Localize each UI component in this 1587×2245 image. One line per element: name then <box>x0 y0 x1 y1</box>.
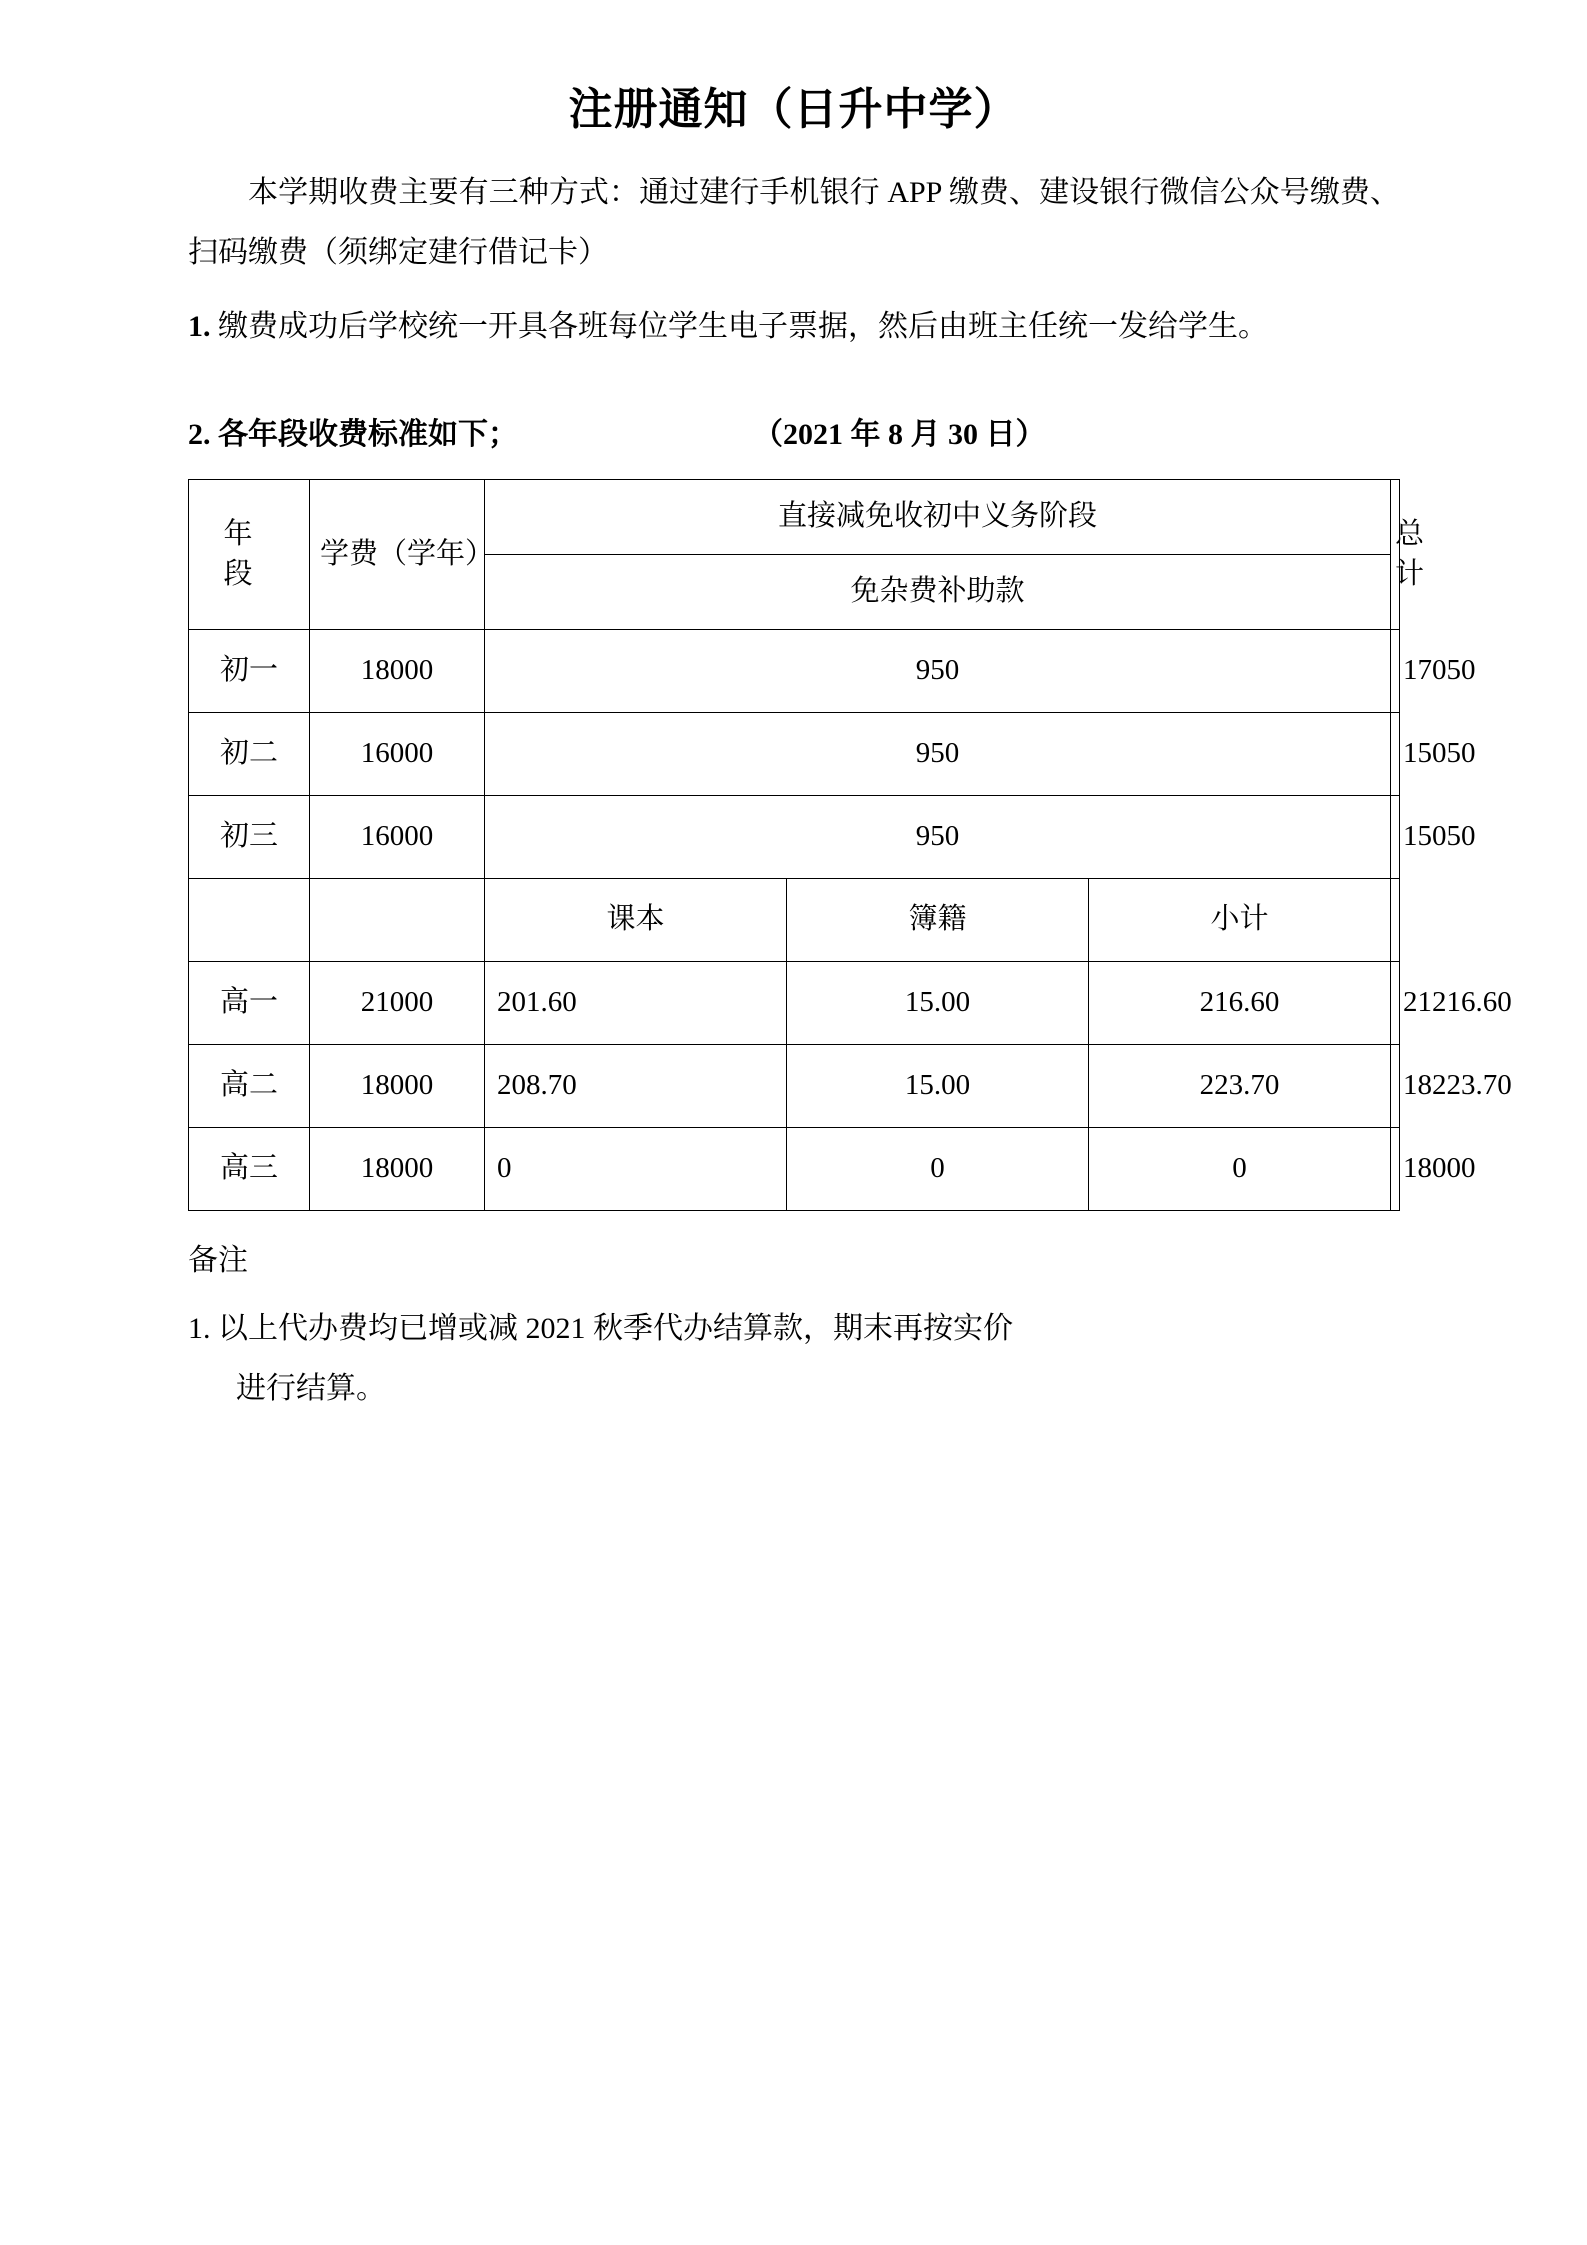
cell-book: 208.70 <box>485 1045 787 1128</box>
notice-date: （2021 年 8 月 30 日） <box>753 418 1046 451</box>
cell-total: 18000 <box>1391 1128 1400 1211</box>
numbered-item-1 <box>188 297 1400 357</box>
header-subsidy-top: 直接减免收初中义务阶段 <box>485 480 1391 555</box>
note-item-1-line1: 以上代办费均已增或减 2021 秋季代办结算款，期末再按实价 <box>218 1312 1013 1345</box>
cell-tuition: 16000 <box>310 796 485 879</box>
cell-year: 高一 <box>189 962 310 1045</box>
cell-year: 初一 <box>189 630 310 713</box>
numbered-item-2-text: 各年段收费标准如下； <box>218 418 518 451</box>
cell-tuition: 18000 <box>310 1045 485 1128</box>
intro-paragraph: 本学期收费主要有三种方式：通过建行手机银行 APP 缴费、建设银行微信公众号缴费、扫码缴费（须绑定建行借记卡） <box>188 176 1400 269</box>
note-item-1-marker: 1. <box>188 1312 211 1345</box>
cell-total: 18223.70 <box>1391 1045 1400 1128</box>
subheader-blank-total <box>1391 879 1400 962</box>
table-row <box>189 713 1400 796</box>
numbered-item-2 <box>188 405 1400 465</box>
cell-notebook: 15.00 <box>787 1045 1089 1128</box>
cell-total: 15050 <box>1391 713 1400 796</box>
cell-year: 高二 <box>189 1045 310 1128</box>
cell-total: 15050 <box>1391 796 1400 879</box>
cell-subtotal: 216.60 <box>1089 962 1391 1045</box>
cell-notebook: 15.00 <box>787 962 1089 1045</box>
cell-notebook: 0 <box>787 1128 1089 1211</box>
notes-title: 备注 <box>188 1244 248 1277</box>
subheader-blank-tuition <box>310 879 485 962</box>
header-subsidy-bottom: 免杂费补助款 <box>485 555 1391 630</box>
cell-tuition: 16000 <box>310 713 485 796</box>
table-row <box>189 1128 1400 1211</box>
cell-subsidy: 950 <box>485 713 1391 796</box>
numbered-item-1-text: 缴费成功后学校统一开具各班每位学生电子票据，然后由班主任统一发给学生。 <box>218 310 1268 343</box>
cell-tuition: 18000 <box>310 1128 485 1211</box>
header-tuition: 学费（学年） <box>310 480 485 630</box>
page-title: 注册通知（日升中学） <box>568 85 1019 134</box>
fee-table <box>188 479 1512 1211</box>
cell-subtotal: 0 <box>1089 1128 1391 1211</box>
cell-book: 201.60 <box>485 962 787 1045</box>
cell-year: 初三 <box>189 796 310 879</box>
table-subheader-row <box>189 879 1400 962</box>
cell-total: 17050 <box>1391 630 1400 713</box>
table-row <box>189 796 1400 879</box>
numbered-item-2-marker: 2. <box>188 418 211 451</box>
cell-subtotal: 223.70 <box>1089 1045 1391 1128</box>
subheader-book: 课本 <box>485 879 787 962</box>
subheader-blank-year <box>189 879 310 962</box>
cell-tuition: 18000 <box>310 630 485 713</box>
document-body <box>187 163 1512 1419</box>
table-row <box>189 962 1400 1045</box>
cell-year: 高三 <box>189 1128 310 1211</box>
note-item-1-line2: 进行结算。 <box>236 1372 386 1405</box>
header-year: 年 段 <box>189 480 310 630</box>
cell-book: 0 <box>485 1128 787 1211</box>
table-row <box>189 630 1400 713</box>
cell-year: 初二 <box>189 713 310 796</box>
subheader-notebook: 簿籍 <box>787 879 1089 962</box>
note-item-1 <box>188 1299 1400 1359</box>
cell-tuition: 21000 <box>310 962 485 1045</box>
table-header-row-top <box>189 480 1400 555</box>
header-total: 总 计 <box>1391 480 1400 630</box>
cell-subsidy: 950 <box>485 630 1391 713</box>
table-row <box>189 1045 1400 1128</box>
subheader-subtotal: 小计 <box>1089 879 1391 962</box>
cell-total: 21216.60 <box>1391 962 1400 1045</box>
numbered-item-1-marker: 1. <box>188 310 211 343</box>
notes-section <box>188 1233 1400 1419</box>
cell-subsidy: 950 <box>485 796 1391 879</box>
numbered-item-2-left <box>188 405 518 465</box>
